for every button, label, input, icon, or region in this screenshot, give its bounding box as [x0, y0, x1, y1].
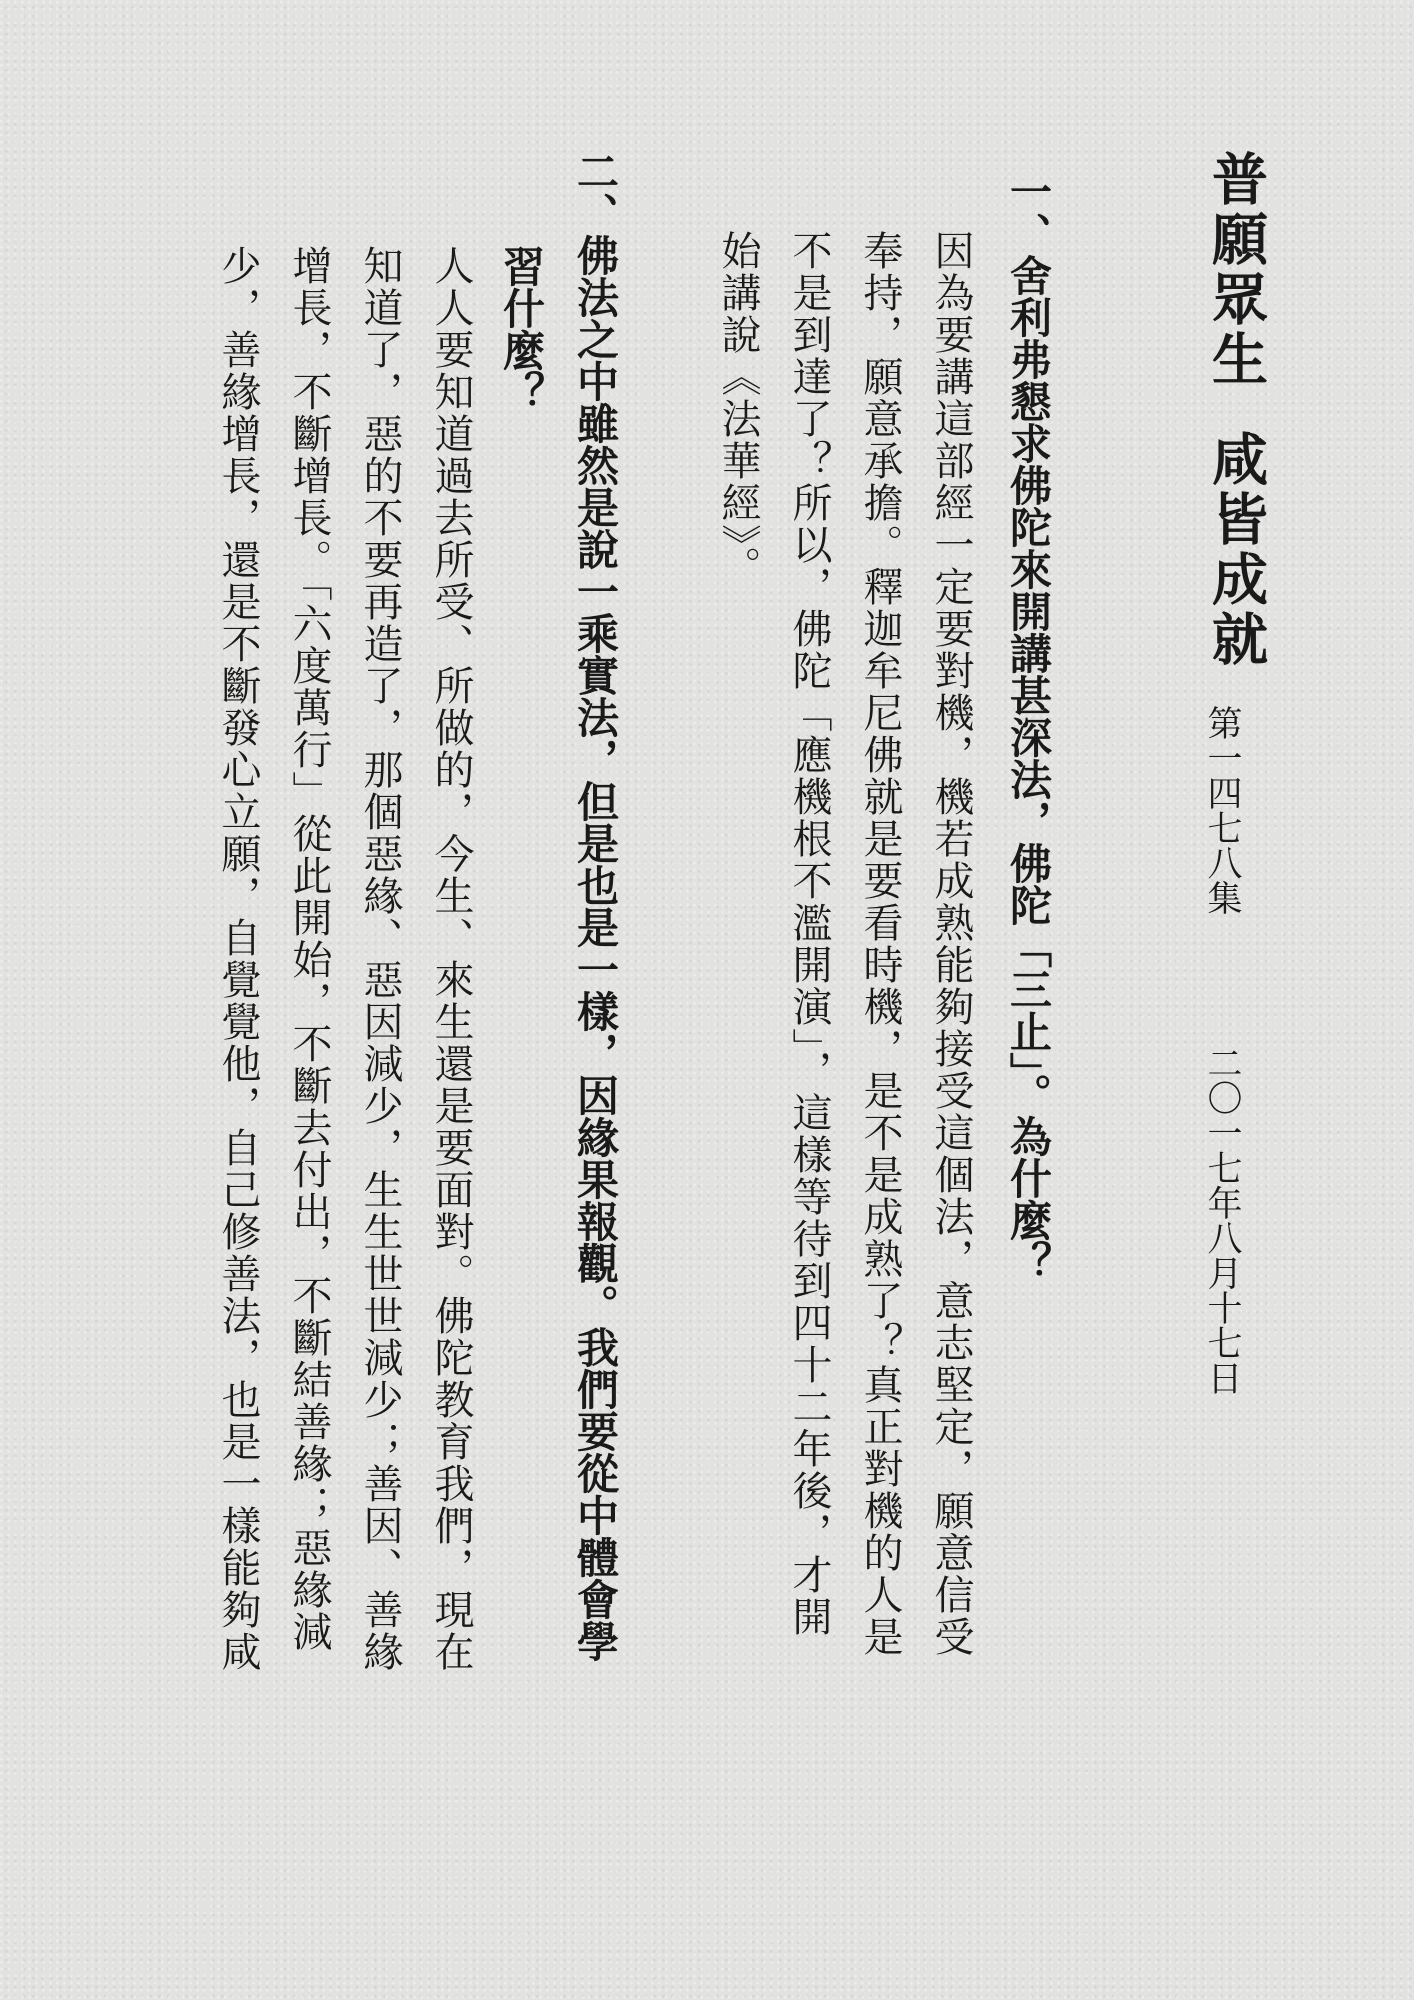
publication-date: 二〇一七年八月十七日	[1202, 1045, 1242, 1395]
page-title-part-1: 普願眾生	[1203, 150, 1269, 390]
section-1-line-3: 不是到達了？所以，佛陀「應機根不濫開演」，這樣等待到四十二年後，才開	[786, 230, 832, 1638]
section-2-line-3: 增長，不斷增長。「六度萬行」從此開始，不斷去付出，不斷結善緣；惡緣減	[286, 245, 332, 1653]
section-1-line-2: 奉持，願意承擔。釋迦牟尼佛就是要看時機，是不是成熟了？真正對機的人是	[857, 230, 903, 1658]
episode-number: 第一四七八集	[1202, 705, 1242, 915]
section-2-line-2: 知道了，惡的不要再造了，那個惡緣、惡因減少，生生世世減少；善因、善緣	[357, 245, 403, 1673]
section-1-heading: 一、舍利弗懇求佛陀來開講甚深法，佛陀「三止」。為什麼？	[1004, 170, 1053, 1283]
section-2-heading-line-1: 二、佛法之中雖然是說一乘實法，但是也是一樣，因緣果報觀。我們要從中體會學	[571, 150, 620, 1662]
section-1-line-1: 因為要講這部經一定要對機，機若成熟能夠接受這個法，意志堅定，願意信受	[928, 230, 974, 1658]
page-title-part-2: 咸皆成就	[1203, 430, 1269, 670]
section-2-heading-line-2: 習什麼？	[497, 245, 546, 413]
section-1-line-4: 始講說《法華經》。	[715, 230, 761, 588]
section-2-line-1: 人人要知道過去所受、所做的，今生、來生還是要面對。佛陀教育我們，現在	[428, 245, 474, 1673]
section-2-line-4: 少，善緣增長，還是不斷發心立願，自覺覺他，自己修善法，也是一樣能夠咸	[215, 245, 261, 1673]
